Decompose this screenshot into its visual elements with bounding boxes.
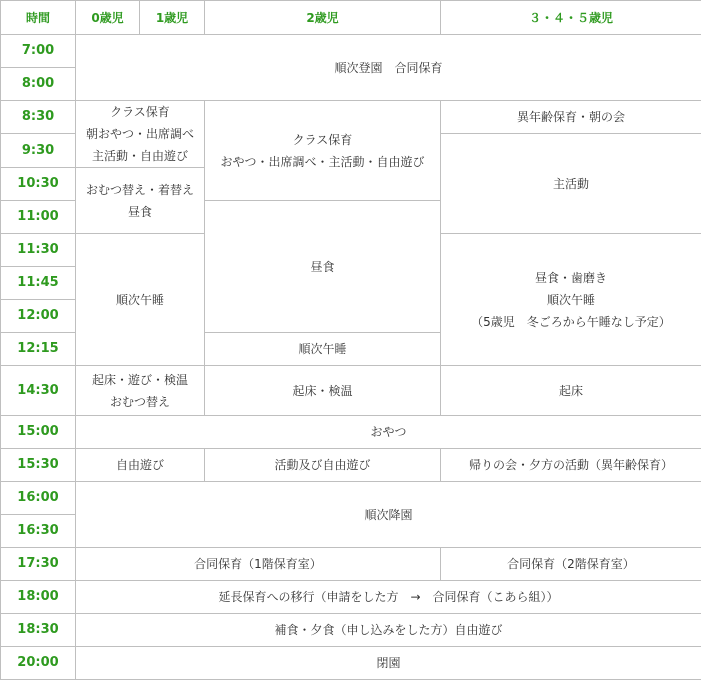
older-evening-cell: 帰りの会・夕方の活動（異年齢保育） <box>441 449 701 482</box>
table-row <box>1 35 701 68</box>
infant-nap-cell: 順次午睡 <box>76 234 205 366</box>
time-cell: 11:45 <box>1 267 76 300</box>
arrival-cell: 順次登園 合同保育 <box>76 35 701 101</box>
two-nap-cell: 順次午睡 <box>205 333 441 366</box>
infant-class-cell <box>76 101 205 168</box>
joint-2f-cell: 合同保育（2階保育室） <box>441 548 701 581</box>
infant-class-line: クラス保育 <box>78 101 202 123</box>
table-row <box>1 548 701 581</box>
older-wake-cell: 起床 <box>441 366 701 416</box>
time-cell: 14:30 <box>1 366 76 416</box>
header-age345: ３・４・５歳児 <box>441 1 701 35</box>
time-cell: 20:00 <box>1 647 76 680</box>
header-age0: 0歳児 <box>76 1 140 35</box>
table-row <box>1 416 701 449</box>
extended-care-cell: 延長保育への移行（申請をした方 → 合同保育（こあら組）） <box>76 581 701 614</box>
table-row <box>1 647 701 680</box>
two-wake-cell: 起床・検温 <box>205 366 441 416</box>
table-row <box>1 614 701 647</box>
time-cell: 12:00 <box>1 300 76 333</box>
header-age2: 2歳児 <box>205 1 441 35</box>
infant-diaper-line: おむつ替え・着替え <box>78 179 202 201</box>
time-cell: 18:00 <box>1 581 76 614</box>
table-row <box>1 101 701 134</box>
closing-cell: 閉園 <box>76 647 701 680</box>
infant-wake-cell <box>76 366 205 416</box>
older-lunch-line: 順次午睡 <box>443 289 699 311</box>
time-cell: 18:30 <box>1 614 76 647</box>
header-age1: 1歳児 <box>140 1 205 35</box>
snack-cell: おやつ <box>76 416 701 449</box>
time-cell: 17:30 <box>1 548 76 581</box>
time-cell: 9:30 <box>1 134 76 168</box>
time-cell: 15:00 <box>1 416 76 449</box>
time-cell: 10:30 <box>1 168 76 201</box>
older-lunch-line: （5歳児 冬ごろから午睡なし予定） <box>443 311 699 333</box>
older-lunch-cell <box>441 234 701 366</box>
infant-diaper-line: 昼食 <box>78 201 202 223</box>
time-cell: 11:00 <box>1 201 76 234</box>
table-row <box>1 581 701 614</box>
two-class-line: クラス保育 <box>207 129 438 151</box>
infant-diaper-cell <box>76 168 205 234</box>
infant-wake-line: おむつ替え <box>78 391 202 413</box>
header-time: 時間 <box>1 1 76 35</box>
time-cell: 8:30 <box>1 101 76 134</box>
departure-cell: 順次降園 <box>76 482 701 548</box>
two-free-cell: 活動及び自由遊び <box>205 449 441 482</box>
infant-free-cell: 自由遊び <box>76 449 205 482</box>
header-row <box>1 1 701 35</box>
table-row <box>1 366 701 416</box>
time-cell: 16:00 <box>1 482 76 515</box>
time-cell: 8:00 <box>1 68 76 101</box>
supper-cell: 補食・夕食（申し込みをした方）自由遊び <box>76 614 701 647</box>
older-main-cell: 主活動 <box>441 134 701 234</box>
two-lunch-cell: 昼食 <box>205 201 441 333</box>
infant-class-line: 主活動・自由遊び <box>78 145 202 167</box>
joint-1f-cell: 合同保育（1階保育室） <box>76 548 441 581</box>
older-lunch-line: 昼食・歯磨き <box>443 267 699 289</box>
infant-wake-line: 起床・遊び・検温 <box>78 369 202 391</box>
time-cell: 11:30 <box>1 234 76 267</box>
table-row <box>1 482 701 515</box>
time-cell: 15:30 <box>1 449 76 482</box>
older-morning-cell: 異年齢保育・朝の会 <box>441 101 701 134</box>
time-cell: 7:00 <box>1 35 76 68</box>
infant-class-line: 朝おやつ・出席調べ <box>78 123 202 145</box>
table-row <box>1 449 701 482</box>
two-class-cell <box>205 101 441 201</box>
time-cell: 16:30 <box>1 515 76 548</box>
two-class-line: おやつ・出席調べ・主活動・自由遊び <box>207 151 438 173</box>
time-cell: 12:15 <box>1 333 76 366</box>
